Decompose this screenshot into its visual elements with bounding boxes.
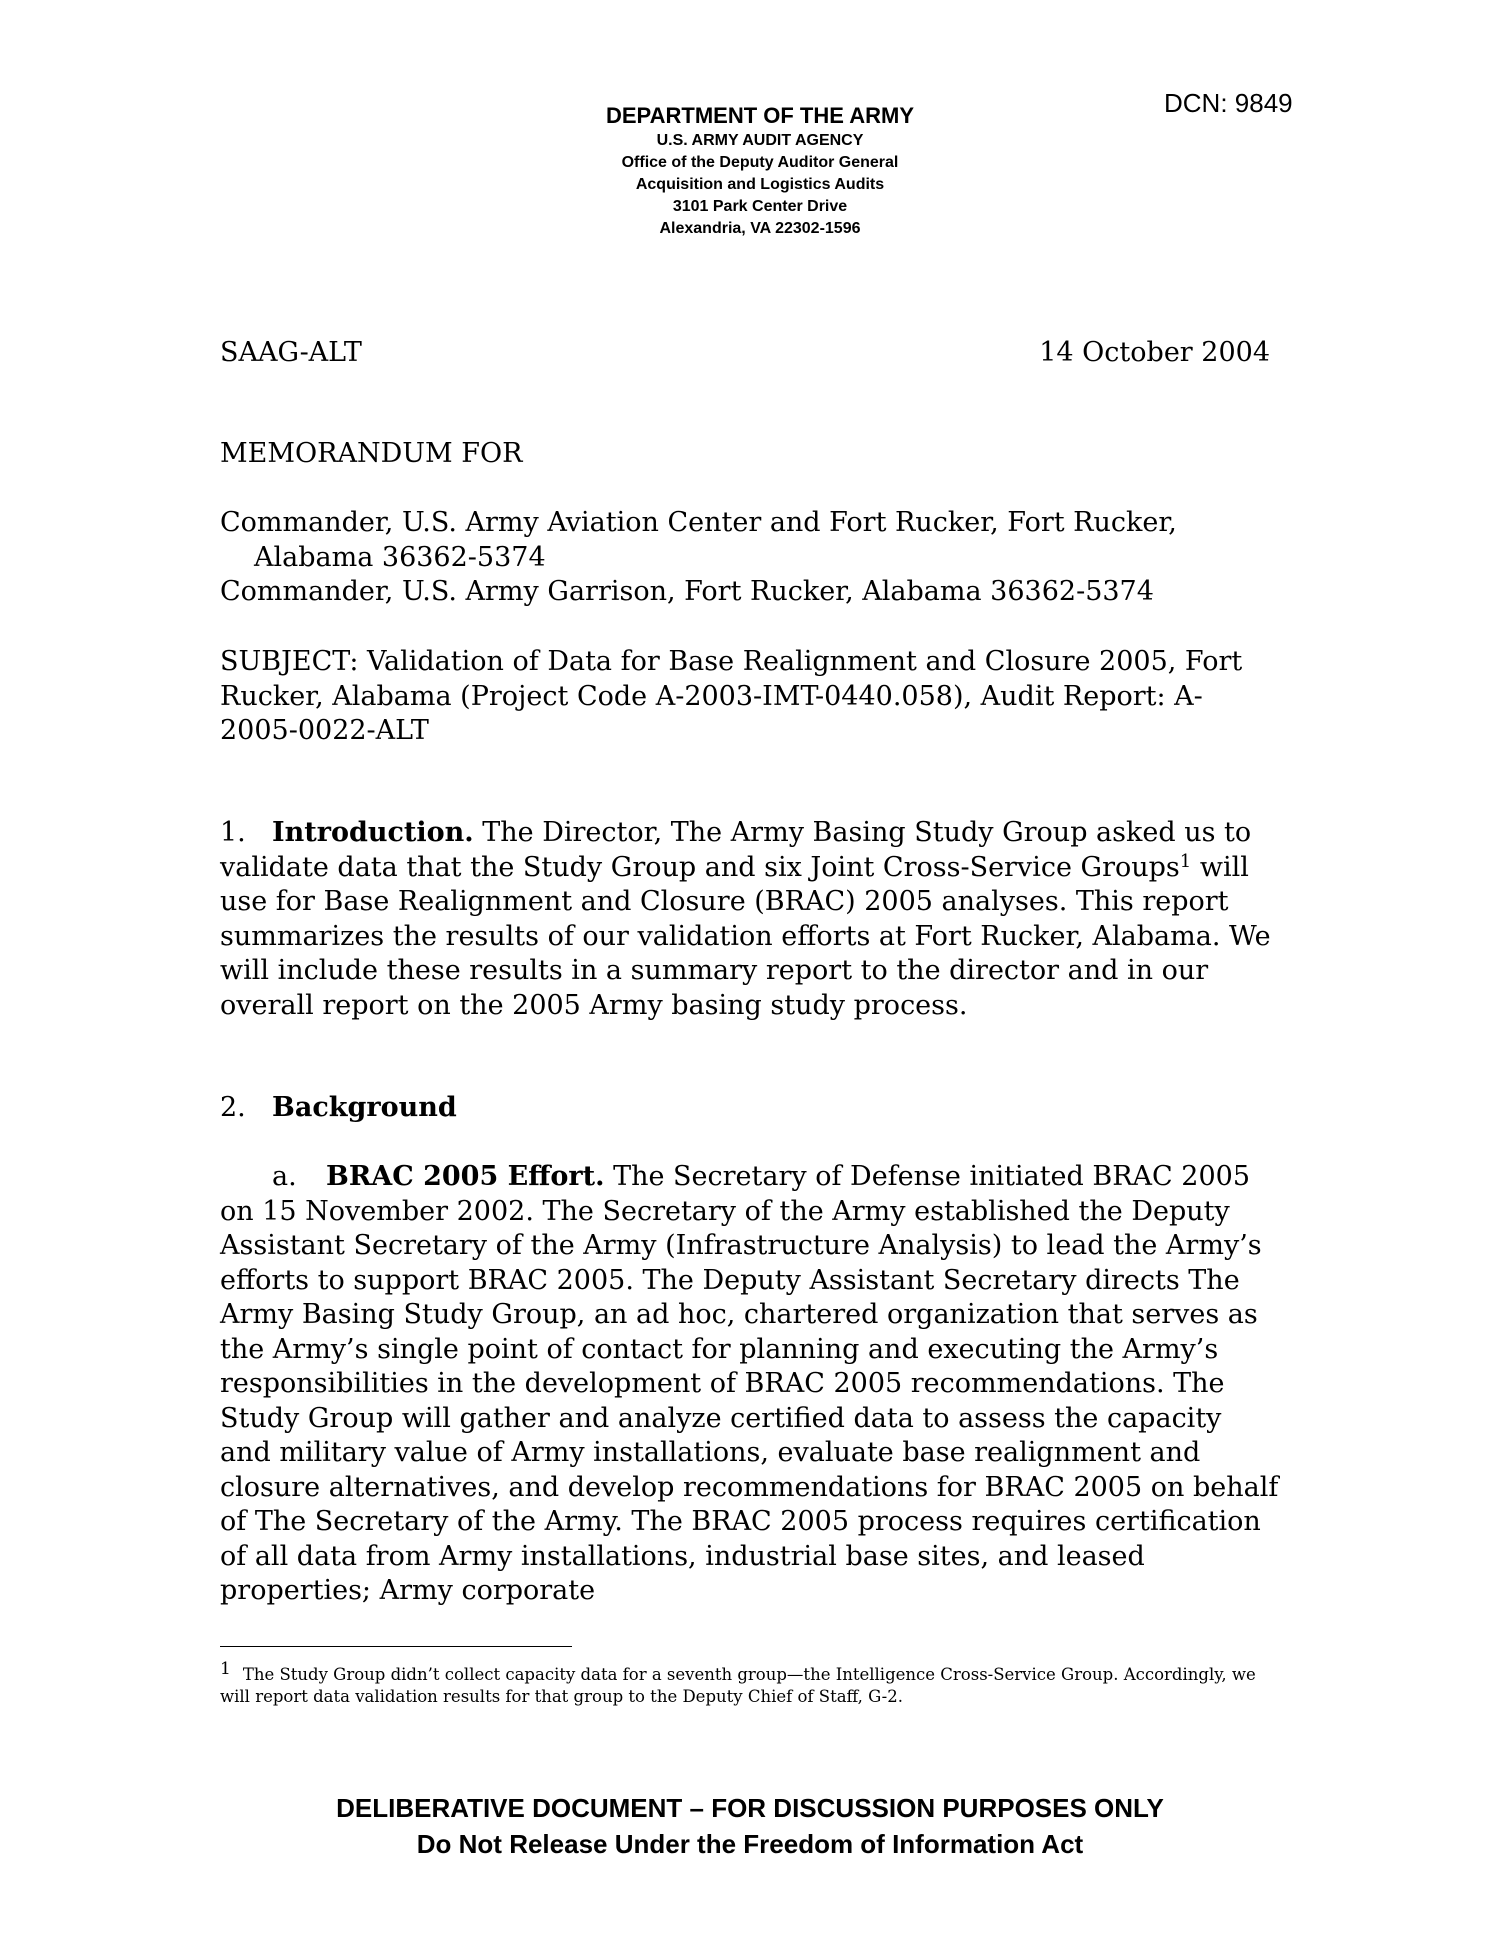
letterhead	[430, 102, 1090, 240]
letterhead-office: Office of the Deputy Auditor General	[621, 154, 899, 171]
subparagraph-letter: a.	[272, 1161, 297, 1192]
letterhead-division: Acquisition and Logistics Audits	[635, 176, 885, 193]
paragraph-number: 2.	[220, 1092, 246, 1123]
footnote-separator	[220, 1646, 572, 1647]
brac-effort-text: The Secretary of Defense initiated BRAC 2005 on 15 November 2002. The Secretary of the Army established the Deputy Assistant Secretary of the Army (Infrastructure Analysis) to lead the Army’s efforts to support BRAC 2005. The Deputy Assistant Secretary directs The Army Basing Study Group, an ad hoc, chartered organization that serves as the Army’s single point of contact for planning and executing the Army’s responsibilities in the development of BRAC 2005 recommendations. The Study Group will gather and analyze certified data to assess the capacity and military value of Army installations, evaluate base realignment and closure alternatives, and develop recommendations for BRAC 2005 on behalf of The Secretary of the Army. The BRAC 2005 process requires certification of all data from Army installations, industrial base sites, and leased properties; Army corporate	[220, 1161, 1279, 1606]
addressee-list	[220, 506, 1270, 610]
letterhead-city: Alexandria, VA 22302-1596	[659, 220, 861, 237]
footnote-number: 1	[220, 1659, 231, 1679]
background-heading-line	[220, 1091, 457, 1126]
introduction-text-continued: will use for Base Realignment and Closure (BRAC) 2005 analyses. This report summarizes the results of our validation efforts at Fort Rucker, Alabama. We will include these results in a summary report to the director and in our overall report on the 2005 Army basing study process.	[220, 851, 1271, 1021]
document-control-number: DCN: 9849	[1164, 88, 1293, 118]
letterhead-agency: U.S. ARMY AUDIT AGENCY	[656, 132, 864, 149]
brac-effort-heading: BRAC 2005 Effort.	[326, 1161, 605, 1192]
letterhead-department: DEPARTMENT OF THE ARMY	[606, 103, 914, 128]
office-symbol: SAAG-ALT	[220, 337, 362, 368]
footer-deliberative-notice: DELIBERATIVE DOCUMENT – FOR DISCUSSION PURPOSES ONLY	[336, 1793, 1164, 1823]
footnote-text: The Study Group didn’t collect capacity data for a seventh group—the Intelligence Cross-Service Group. Accordingly, we will report data validation results for that group to the Deputy Chief of Staff, G-2.	[220, 1665, 1256, 1706]
footnote-reference: 1	[1179, 850, 1192, 872]
addressee-1-line-1: Commander, U.S. Army Aviation Center and Fort Rucker, Fort Rucker,	[220, 507, 1177, 538]
background-heading: Background	[272, 1092, 457, 1123]
addressee-2: Commander, U.S. Army Garrison, Fort Rucker, Alabama 36362-5374	[220, 576, 1154, 607]
introduction-paragraph	[220, 816, 1280, 1023]
footer-foia-notice: Do Not Release Under the Freedom of Information Act	[416, 1829, 1084, 1859]
addressee-1-line-2: Alabama 36362-5374	[254, 541, 546, 573]
memo-for-heading: MEMORANDUM FOR	[220, 438, 523, 469]
introduction-heading: Introduction.	[272, 817, 474, 848]
footnote	[220, 1659, 1280, 1708]
paragraph-number: 1.	[220, 817, 246, 848]
memo-date: 14 October 2004	[1039, 337, 1270, 368]
introduction-text: The Director, The Army Basing Study Group asked us to validate data that the Study Group and six Joint Cross-Service Groups	[220, 817, 1252, 883]
brac-effort-paragraph	[220, 1160, 1280, 1609]
letterhead-street: 3101 Park Center Drive	[672, 198, 848, 215]
memo-subject: SUBJECT: Validation of Data for Base Realignment and Closure 2005, Fort Rucker, Alabama (Project Code A-2003-IMT-0440.058), Audit Report: A-2005-0022-ALT	[220, 646, 1243, 746]
page-footer	[0, 1790, 1500, 1862]
